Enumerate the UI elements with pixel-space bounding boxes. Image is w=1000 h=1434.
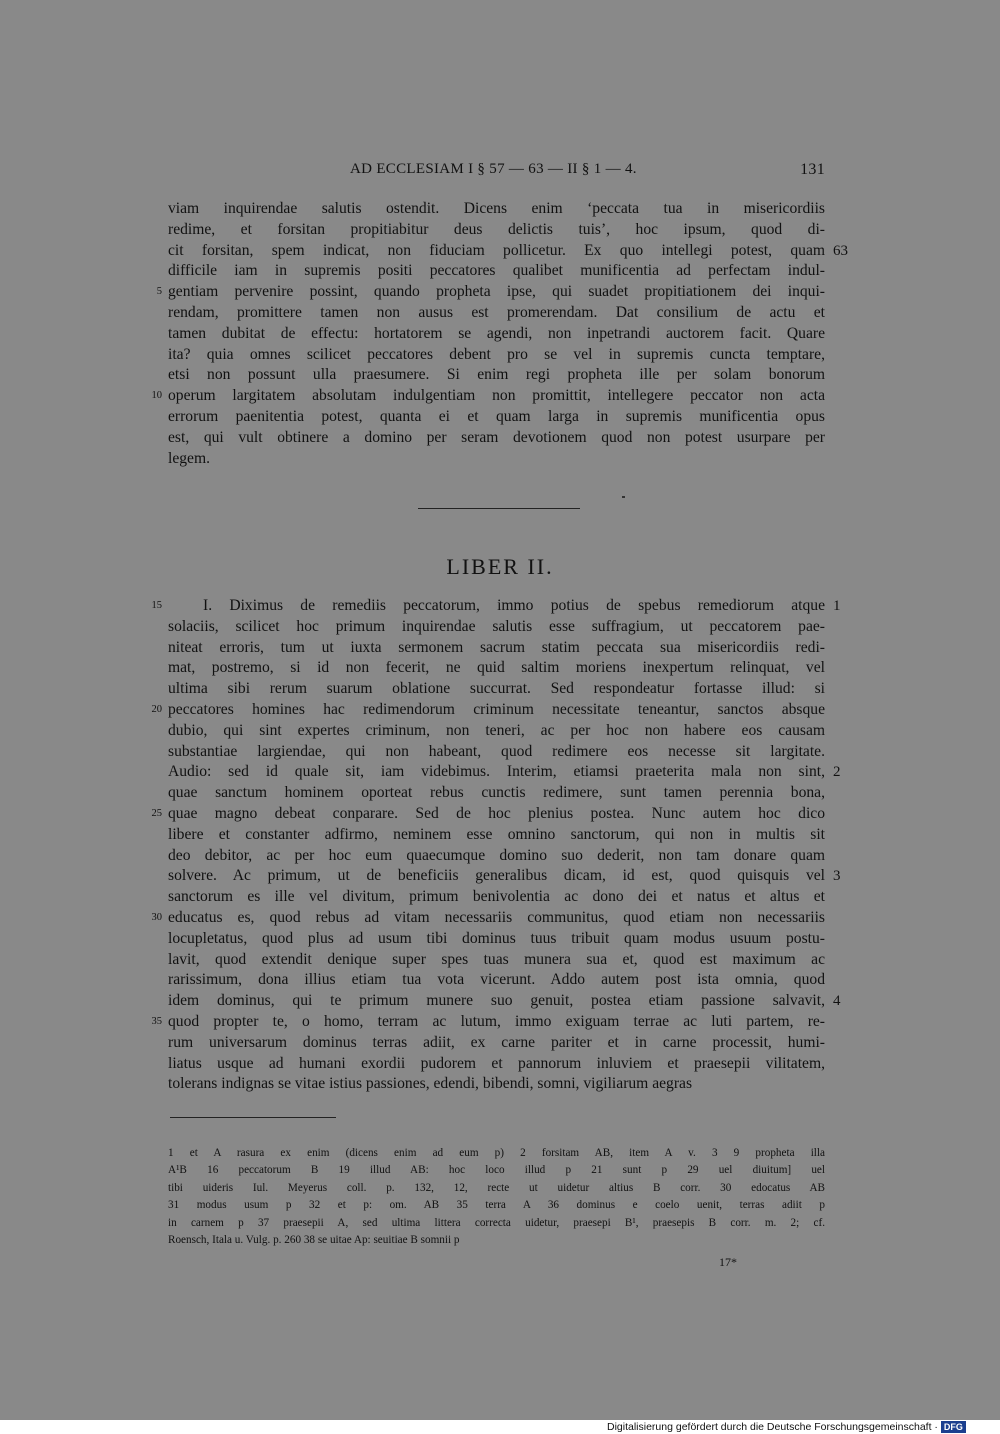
text-line: deo debitor, ac per hoc eum quaecumque domino suo dederit, non tam donare quam [168,846,825,864]
text-line: lavit, quod extendit denique super spes tuas munera sua et, quod est maximum ac [168,950,825,968]
line-number: 30 [151,912,162,923]
text-line: solaciis, scilicet hoc primum inquirendae salutis esse suffragium, ut peccatorem pae- [168,617,825,635]
footnote-line: in carnem p 37 praesepii A, sed ultima littera correcta uidetur, praesepi B¹, praesepis B corr. m. 2; cf. [168,1216,825,1229]
section-number: 1 [833,598,841,614]
section-number: 2 [833,764,841,781]
footnote-rule [170,1117,336,1118]
line-number: 5 [156,286,162,298]
text-line: locupletatus, quod plus ad usum tibi dominus tuus tribuit quam modus usuum postu- [168,929,825,947]
page-number: 131 [800,161,825,178]
text-line: redime, et forsitan propitiabitur deus delictis tuis’, hoc ipsum, quod di- [168,220,825,238]
digitization-credit [607,1421,997,1434]
text-line: mat, postremo, si id non fecerit, ne quid saltim moriens inexpertum relinquat, vel [168,659,825,677]
text-line: libere et constanter adfirmo, neminem esse omnino sanctorum, qui non in multis sit [168,825,825,843]
footnote-line: Roensch, Itala u. Vulg. p. 260 38 se uitae Ap: seuitiae B somnii p [168,1234,460,1246]
book-title: LIBER II. [446,554,554,579]
line-number: 35 [151,1016,162,1027]
text-line: difficile iam in supremis positi peccatores qualibet munificentia ad perfectam indul- [168,262,825,280]
text-line: quod propter te, o homo, terram ac lutum, immo exiguam terrae ac luti partem, re- [168,1013,825,1030]
section-number: 4 [833,993,841,1010]
text-line: I. Diximus de remediis peccatorum, immo potius de spebus remediorum atque [203,597,825,614]
footnote-line: tibi uideris Iul. Meyerus coll. p. 132, 12, recte ut uidetur altius B corr. 30 edocatus AB [168,1181,825,1194]
text-line: peccatores homines hac redimendorum criminum necessitate teneantur, sanctos absque [168,701,825,718]
text-line: legem. [168,449,210,467]
text-line: viam inquirendae salutis ostendit. Dicens enim ‘peccata tua in misericordiis [168,200,825,217]
footnote-line: A¹B 16 peccatorum B 19 illud AB: hoc loco illud p 21 sunt p 29 uel diuitum] uel [168,1164,825,1177]
footnote-line: 31 modus usum p 32 et p: om. AB 35 terra A 36 dominus e coelo uenit, terras adiit p [168,1199,825,1212]
text-line: tolerans indignas se vitae istius passiones, edendi, bibendi, somni, vigiliarum aegras [168,1075,693,1093]
text-line: dubio, qui sint expertes criminum, non teneri, ac per hoc non habere eos causam [168,721,825,739]
line-number: 25 [151,808,162,819]
line-number: 10 [151,390,162,402]
text-line: quae magno debeat conparare. Sed de hoc plenius postea. Nunc autem hoc dico [168,805,825,822]
text-line: operum largitatem absolutam indulgentiam non promittit, intellegere peccator non acta [168,387,825,405]
text-line: ultima sibi rerum suarum oblatione succurrat. Sed respondeatur fortasse illud: si [168,680,825,698]
text-line: Audio: sed id quale sit, iam videbimus. Interim, etiamsi praeterita mala non sint, [168,763,825,781]
text-line: etsi non possunt ulla praesumere. Si enim regi propheta ille per solam bonorum [168,366,825,384]
text-line: sanctorum es ille vel divitum, primum benivolentia ac dono dei et natus et altus et [168,888,825,906]
section-divider [418,508,580,509]
text-line: quae sanctum hominem oporteat rebus cunctis redimere, sunt tamen perennia bona, [168,784,825,802]
text-line: idem dominus, qui te primum munere suo genuit, postea etiam passione salvavit, [168,992,825,1010]
text-line: rendam, promittere tamen non ausus est promerendam. Dat consilium de actu et [168,304,825,321]
text-line: rarissimum, dona illius etiam tua vota vicerunt. Addo autem post ista omnia, quod [168,971,825,989]
section-number: 3 [833,868,841,885]
signature-mark: 17* [719,1255,737,1269]
text-line: gentiam pervenire possint, quando propheta ipse, qui suadet propitiationem dei inqui- [168,283,825,301]
footnote-line: 1 et A rasura ex enim (dicens enim ad eum p) 2 forsitam AB, item A v. 3 9 propheta illa [168,1147,825,1159]
running-title: AD ECCLESIAM I § 57 — 63 — II § 1 — 4. [350,161,637,177]
text-line: niteat erroris, tum ut iuxta sermonem sacrum statim peccata sua misericordiis redi- [168,638,825,656]
section-number: 63 [833,242,848,259]
text-line: educatus es, quod rebus ad vitam necessariis communitus, quod etiam non necessariis [168,909,825,926]
text-line: cit forsitan, spem indicat, non fiduciam pollicetur. Ex quo intellegi potest, quam [168,241,825,259]
credit-text: Digitalisierung gefördert durch die Deutsche Forschungsgemeinschaft · [607,1421,938,1433]
text-line: ita? quia omnes scilicet peccatores debent pro se vel in supremis cuncta temptare, [168,345,825,363]
text-line: liatus usque ad humani exordii pudorem et pannorum inluviem et praesepii vilitatem, [168,1054,825,1072]
text-line: rum universarum dominus terras adiit, ex carne pariter et in carne processit, humi- [168,1033,825,1051]
text-line: tamen dubitat de effectu: hortatorem se agendi, non inpetrandi auctorem facit. Quare [168,324,825,342]
text-line: solvere. Ac primum, ut de beneficiis generalibus dicam, id est, quod quisquis vel [168,867,825,885]
text-line: errorum paenitentia potest, quanta ei et quam larga in supremis munificentia opus [168,408,825,425]
speck [622,496,625,498]
line-number: 15 [151,600,162,611]
dfg-logo: DFG [941,1421,966,1433]
text-line: substantiae largiendae, qui non habeant, quod redimere eos necesse sit largitate. [168,742,825,760]
line-number: 20 [151,704,162,715]
text-line: est, qui vult obtinere a domino per seram devotionem quod non potest usurpare per [168,428,825,446]
